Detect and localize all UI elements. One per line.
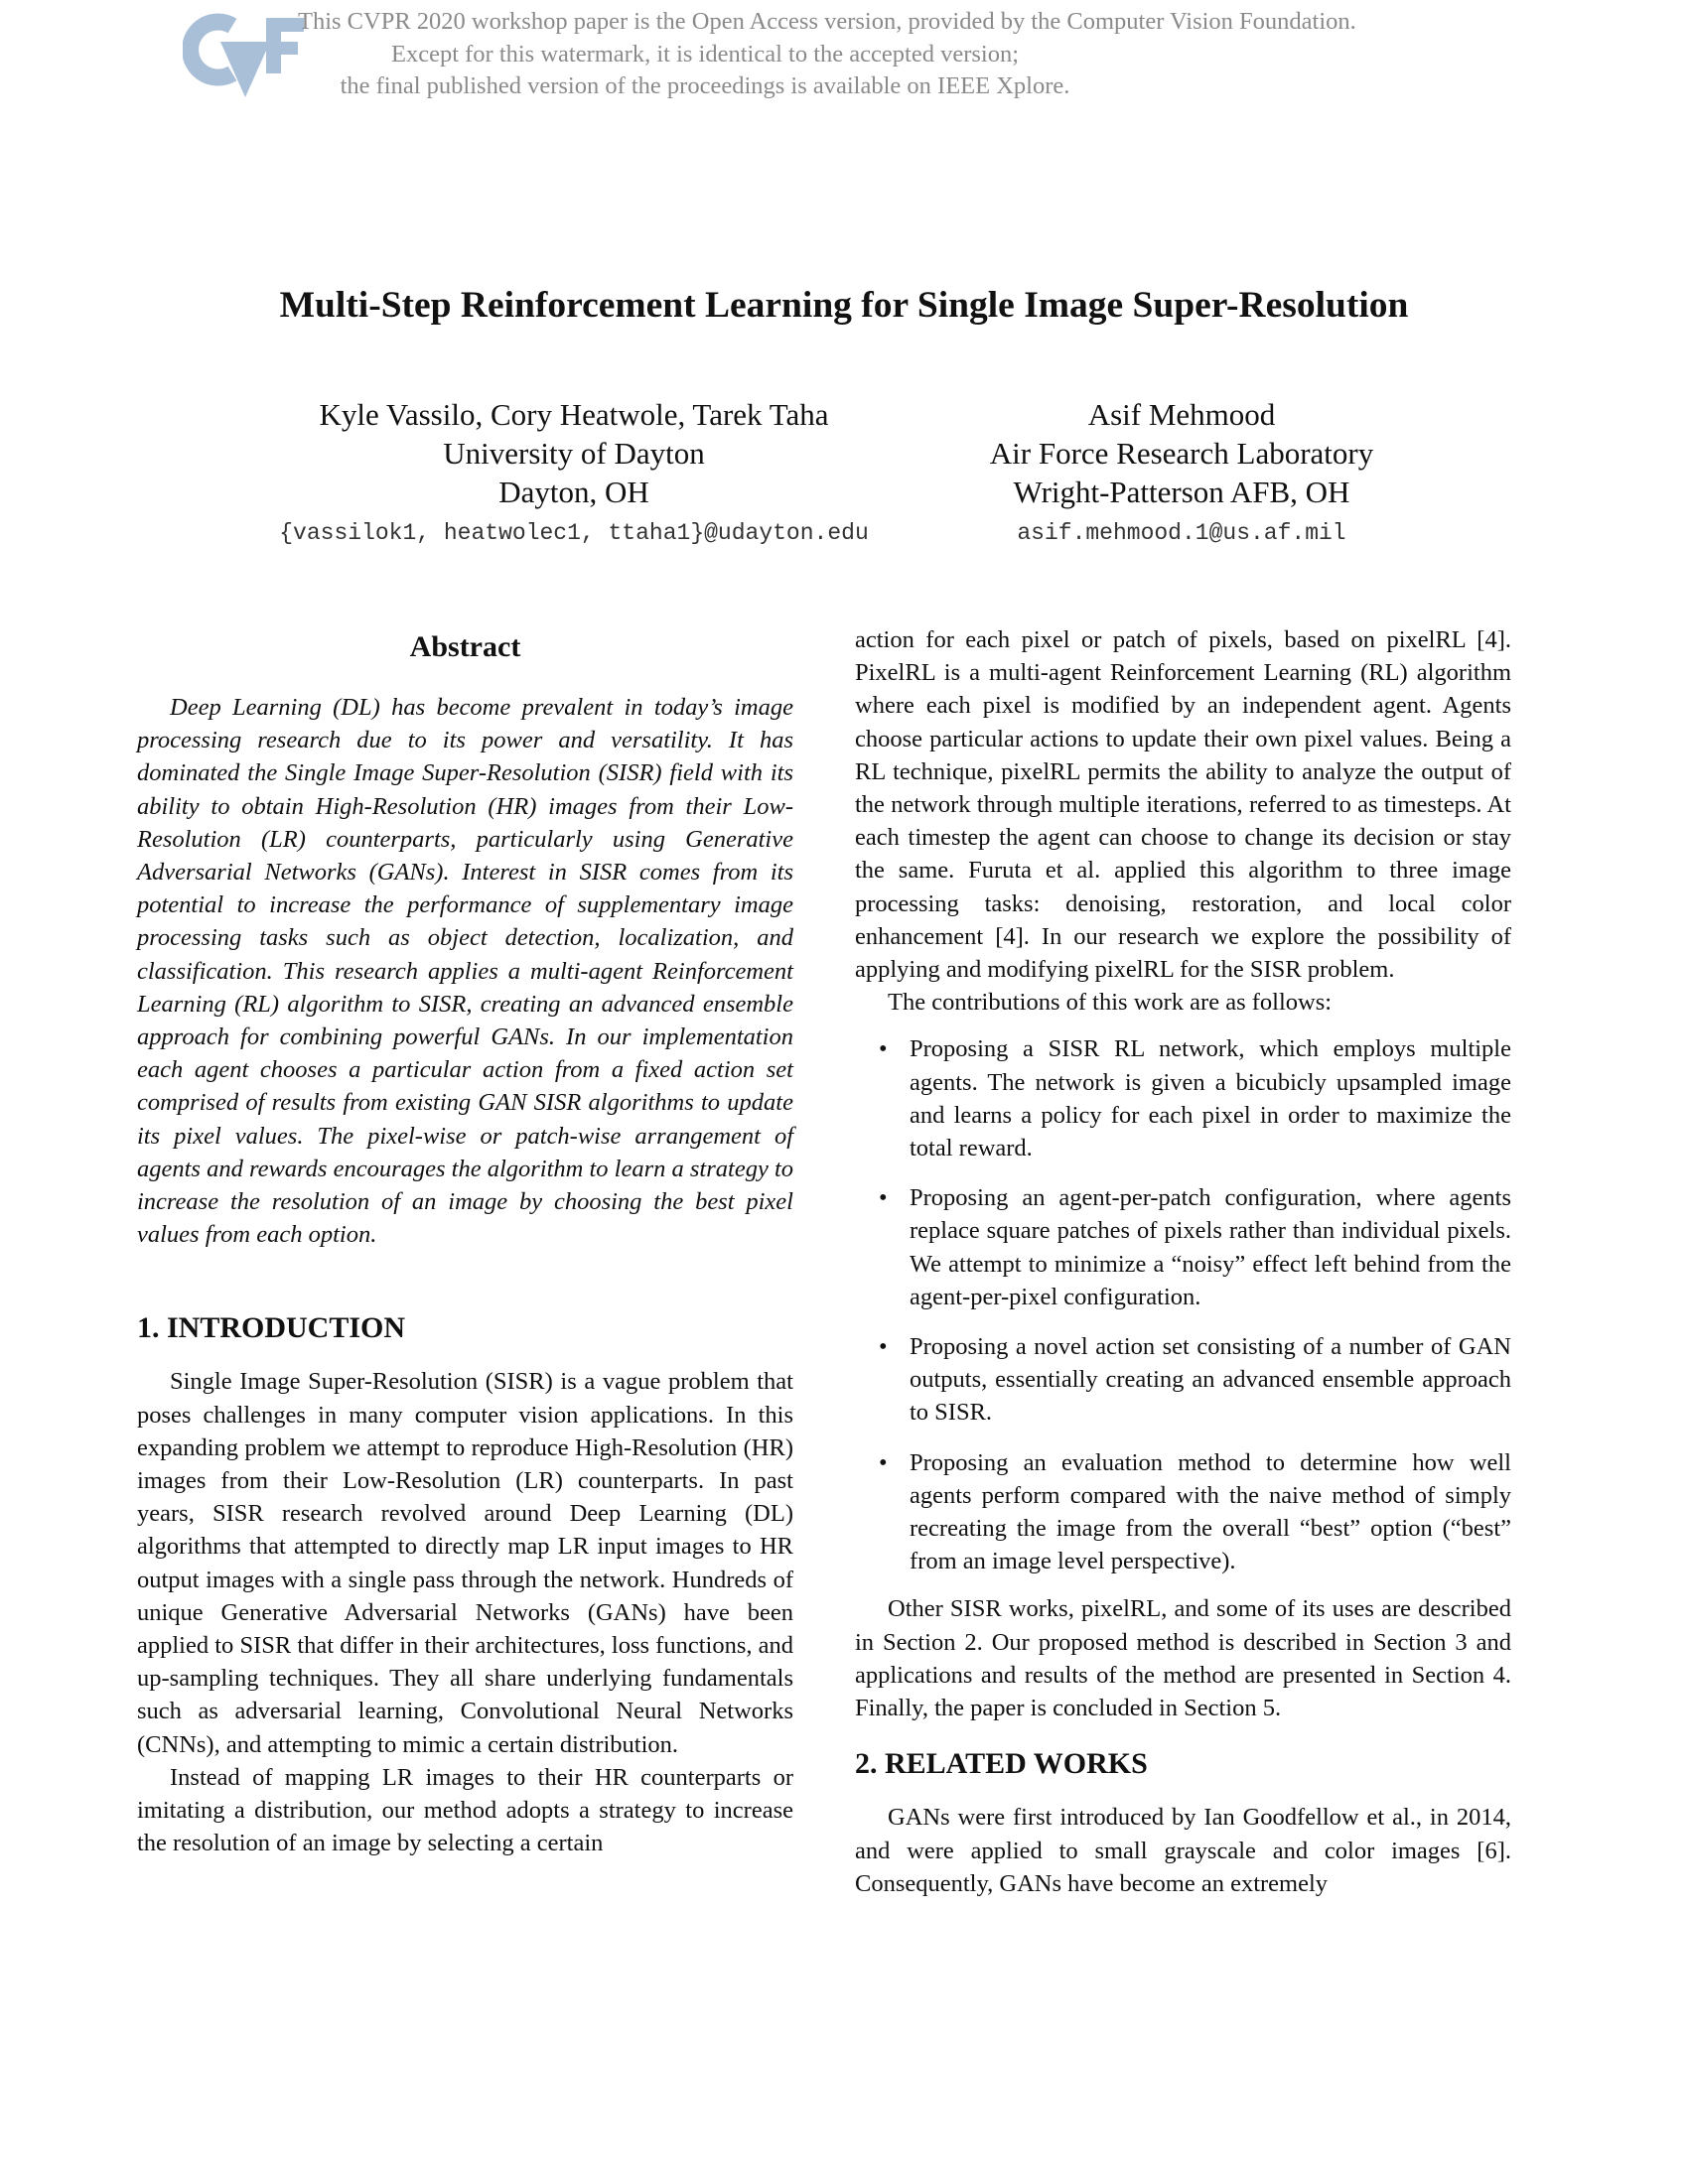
author-names: Asif Mehmood — [1087, 397, 1276, 432]
author-location: Dayton, OH — [498, 475, 649, 509]
related-works-paragraph-1: GANs were first introduced by Ian Goodfellow et al., in 2014, and were applied to small grayscale and color images [6]. Consequently, GANs have become an extremely — [855, 1804, 1511, 1897]
watermark-line-3: the final published version of the proceedings is available on IEEE Xplore. — [340, 72, 1070, 99]
introduction-paragraph-2: Instead of mapping LR images to their HR counterparts or imitating a distribution, our method adopts a strategy to increase the resolution of an image by selecting a certain — [137, 1763, 793, 1857]
bullet-icon: • — [879, 1184, 888, 1212]
bullet-icon: • — [879, 1448, 888, 1476]
bullet-icon: • — [879, 1333, 888, 1361]
author-affiliation: University of Dayton — [443, 436, 705, 471]
author-block-dayton — [256, 395, 892, 555]
open-access-watermark — [298, 6, 1356, 103]
abstract-text: Deep Learning (DL) has become prevalent in today’s image processing research due to its power and versatility. It has dominated the Single Image Super-Resolution (SISR) field with its ability to obtain High-Resolution (HR) images from their Low-Resolution (LR) counterparts, particularly using Generative Adversarial Networks (GANs). Interest in SISR comes from its potential to increase the performance of supplementary image processing tasks such as object detection, localization, and classification. This research applies a multi-agent Reinforcement Learning (RL) algorithm to SISR, creating an advanced ensemble approach for combining powerful GANs. In our implementation each agent chooses a particular action from a fixed action set comprised of results from existing GAN SISR algorithms to update its pixel values. The pixel-wise or patch-wise arrangement of agents and rewards encourages the algorithm to learn a strategy to increase the resolution of an image by choosing the best pixel values from each option. — [137, 694, 793, 1249]
paper-outline-paragraph: Other SISR works, pixelRL, and some of its uses are described in Section 2. Our proposed method is described in Section 3 and applications and results of the method are presented in Section 4. Finally, the paper is concluded in Section 5. — [855, 1595, 1511, 1722]
list-item — [855, 1032, 1511, 1164]
contributions-list — [855, 1032, 1511, 1577]
watermark-line-1: This CVPR 2020 workshop paper is the Open Access version, provided by the Computer Vision Foundation. — [298, 8, 1356, 35]
watermark-line-2: Except for this watermark, it is identical to the accepted version; — [390, 40, 1019, 68]
contribution-text: Proposing an evaluation method to determine how well agents perform compared with the naive method of simply recreating the image from the overall “best” option (“best” from an image level perspective). — [910, 1448, 1511, 1575]
contribution-text: Proposing an agent-per-patch configuration, where agents replace square patches of pixels rather than individual pixels. We attempt to minimize a “noisy” effect left behind from the agent-per-pixel configuration. — [910, 1184, 1511, 1310]
author-block-afrl — [953, 395, 1410, 555]
list-item — [855, 1330, 1511, 1430]
related-works-heading: 2. RELATED WORKS — [855, 1747, 1148, 1781]
author-names: Kyle Vassilo, Cory Heatwole, Tarek Taha — [319, 397, 829, 432]
introduction-paragraph-2-continued: action for each pixel or patch of pixels, based on pixelRL [4]. PixelRL is a multi-agent Reinforcement Learning (RL) algorithm where each pixel is modified by an independent agent. Agents choose particular actions to update their own pixel values. Being a RL technique, pixelRL permits the ability to analyze the output of the network through multiple iterations, referred to as timesteps. At each timestep the agent can choose to change its decision or stay the same. Furuta et al. applied this algorithm to three image processing tasks: denoising, restoration, and local color enhancement [4]. In our research we explore the possibility of applying and modifying pixelRL for the SISR problem. — [855, 626, 1511, 984]
contribution-text: Proposing a SISR RL network, which employs multiple agents. The network is given a bicubicly upsampled image and learns a policy for each pixel in order to maximize the total reward. — [910, 1035, 1511, 1162]
left-column — [137, 623, 793, 1860]
cvf-logo — [183, 12, 306, 97]
contributions-intro: The contributions of this work are as follows: — [888, 989, 1333, 1017]
abstract-heading: Abstract — [409, 630, 521, 663]
list-item — [855, 1446, 1511, 1578]
contribution-text: Proposing a novel action set consisting of a number of GAN outputs, essentially creating an advanced ensemble approach to SISR. — [910, 1333, 1511, 1427]
author-location: Wright-Patterson AFB, OH — [1013, 475, 1350, 509]
list-item — [855, 1181, 1511, 1313]
author-email: {vassilok1, heatwolec1, ttaha1}@udayton.edu — [279, 520, 869, 546]
author-email: asif.mehmood.1@us.af.mil — [1017, 520, 1346, 546]
introduction-paragraph-1: Single Image Super-Resolution (SISR) is a vague problem that poses challenges in many computer vision applications. In this expanding problem we attempt to reproduce High-Resolution (HR) images from their Low-Resolution (LR) counterparts. In past years, SISR research revolved around Deep Learning (DL) algorithms that attempted to directly map LR input images to HR output images with a single pass through the network. Hundreds of unique Generative Adversarial Networks (GANs) have been applied to SISR that differ in their architectures, loss functions, and up-sampling techniques. They all share underlying fundamentals such as adversarial learning, Convolutional Neural Networks (CNNs), and attempting to mimic a certain distribution. — [137, 1368, 793, 1758]
author-affiliation: Air Force Research Laboratory — [989, 436, 1374, 471]
right-column — [855, 623, 1511, 1900]
paper-title: Multi-Step Reinforcement Learning for Single Image Super-Resolution — [279, 285, 1409, 326]
bullet-icon: • — [879, 1035, 888, 1063]
introduction-heading: 1. INTRODUCTION — [137, 1311, 406, 1345]
